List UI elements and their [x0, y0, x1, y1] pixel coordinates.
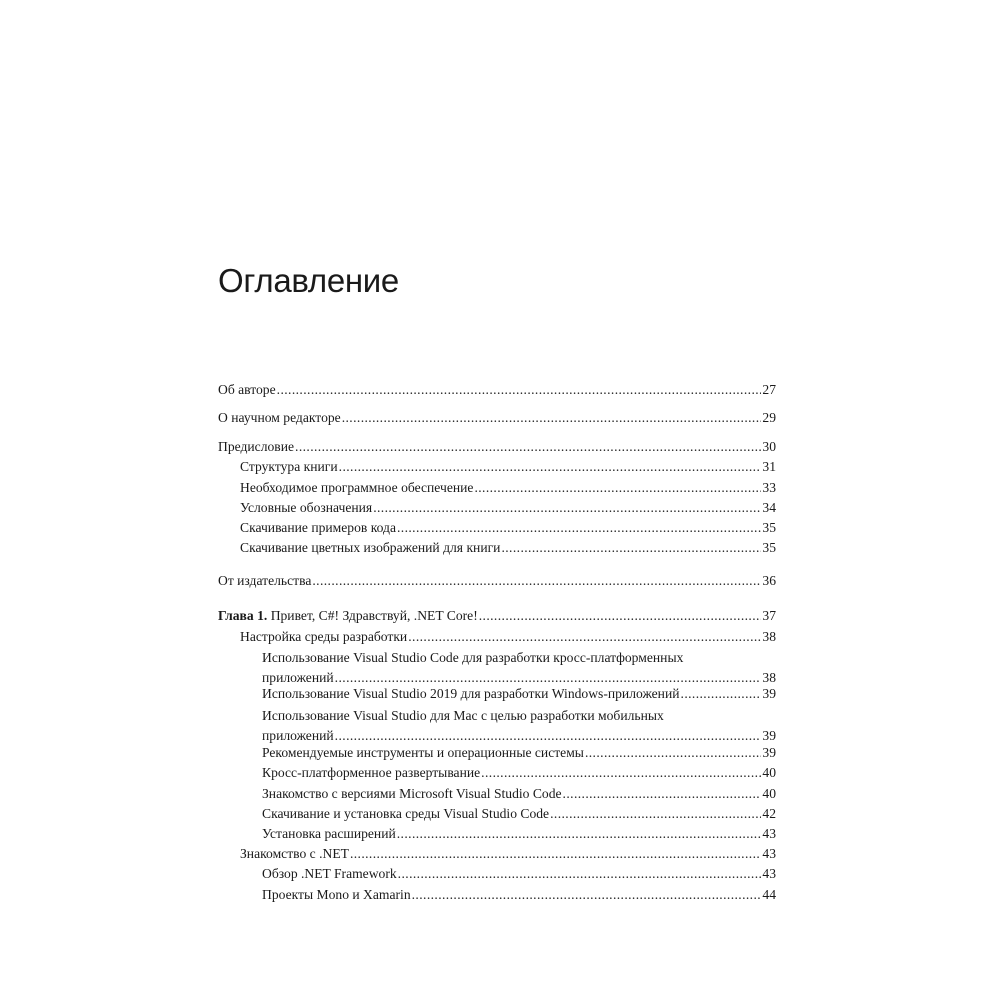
dot-leader	[398, 864, 762, 884]
dot-leader	[408, 627, 761, 647]
dot-leader	[373, 498, 761, 518]
toc-entry-label: Предисловие	[218, 439, 295, 454]
toc-entry-preface	[218, 437, 776, 457]
toc-page-number: 40	[762, 765, 776, 780]
toc-entry-chapter-1	[218, 606, 776, 626]
toc-entry-label: Скачивание и установка среды Visual Studio Code	[262, 806, 550, 821]
table-of-contents	[218, 0, 776, 1000]
toc-entry-intro-dotnet	[240, 844, 776, 864]
toc-page-number: 39	[762, 745, 776, 760]
toc-entry-from-publisher	[218, 571, 776, 591]
toc-entry-book-structure	[240, 457, 776, 477]
toc-entry-conventions	[240, 498, 776, 518]
toc-page-number: 39	[762, 728, 776, 743]
toc-entry-label: От издательства	[218, 573, 312, 588]
toc-page-number: 40	[762, 786, 776, 801]
toc-entry-download-code	[240, 518, 776, 538]
toc-entry-download-images	[240, 538, 776, 558]
toc-entry-label	[218, 606, 478, 626]
toc-entry-label: Структура книги	[240, 459, 338, 474]
dot-leader	[501, 538, 761, 558]
toc-entry-label: Кросс-платформенное развертывание	[262, 765, 481, 780]
toc-page-number: 38	[762, 629, 776, 644]
toc-page-number: 35	[762, 520, 776, 535]
toc-page-number: 38	[762, 670, 776, 685]
dot-leader	[339, 457, 762, 477]
toc-entry-install-extensions	[262, 824, 776, 844]
dot-leader	[481, 763, 761, 783]
dot-leader	[277, 380, 762, 400]
toc-entry-dotnet-framework	[262, 864, 776, 884]
toc-entry-label: Использование Visual Studio 2019 для разработки Windows-приложений	[262, 686, 680, 701]
toc-entry-label: Скачивание цветных изображений для книги	[240, 540, 501, 555]
toc-entry-vscode-cross-platform	[262, 648, 776, 688]
toc-page-number: 33	[762, 480, 776, 495]
toc-page-number: 44	[762, 887, 776, 902]
toc-entry-about-author	[218, 380, 776, 400]
toc-entry-label-line2: приложений	[262, 728, 334, 743]
dot-leader	[479, 606, 762, 626]
toc-page-number: 43	[762, 826, 776, 841]
toc-entry-label: О научном редакторе	[218, 410, 341, 425]
toc-entry-label: Скачивание примеров кода	[240, 520, 396, 535]
toc-entry-label-line1: Использование Visual Studio Code для разработки кросс-платформенных	[262, 650, 684, 665]
toc-entry-science-editor	[218, 408, 776, 428]
dot-leader	[681, 684, 762, 704]
toc-entry-dev-env-setup	[240, 627, 776, 647]
chapter-number: Глава 1.	[218, 608, 268, 623]
toc-page-number: 27	[762, 382, 776, 397]
toc-entry-label: Установка расширений	[262, 826, 396, 841]
toc-entry-cross-platform-deploy	[262, 763, 776, 783]
page-title: Оглавление	[218, 262, 399, 299]
toc-page-number: 42	[762, 806, 776, 821]
dot-leader	[585, 743, 761, 763]
dot-leader	[350, 844, 761, 864]
toc-entry-label: Необходимое программное обеспечение	[240, 480, 474, 495]
dot-leader	[342, 408, 762, 428]
toc-page-number: 39	[762, 686, 776, 701]
dot-leader	[550, 804, 761, 824]
toc-entry-label: Условные обозначения	[240, 500, 373, 515]
toc-entry-vs2019-windows	[262, 684, 776, 704]
toc-page-number: 43	[762, 866, 776, 881]
dot-leader	[474, 478, 761, 498]
toc-entry-label: Настройка среды разработки	[240, 629, 408, 644]
toc-entry-label: Знакомство с .NET	[240, 846, 349, 861]
toc-entry-label: Об авторе	[218, 382, 276, 397]
dot-leader	[295, 437, 761, 457]
toc-page-number: 31	[762, 459, 776, 474]
dot-leader	[563, 784, 762, 804]
toc-page-number: 34	[762, 500, 776, 515]
chapter-title: Привет, C#! Здравствуй, .NET Core!	[270, 608, 478, 623]
toc-entry-label-line1: Использование Visual Studio для Mac с целью разработки мобильных	[262, 708, 664, 723]
dot-leader	[312, 571, 761, 591]
toc-entry-mono-xamarin	[262, 885, 776, 905]
toc-page-number: 43	[762, 846, 776, 861]
toc-entry-label: Проекты Mono и Xamarin	[262, 887, 411, 902]
toc-page-number: 37	[762, 608, 776, 623]
dot-leader	[397, 518, 761, 538]
toc-entry-label: Обзор .NET Framework	[262, 866, 397, 881]
toc-entry-vs-mac-mobile	[262, 706, 776, 746]
dot-leader	[412, 885, 762, 905]
toc-page-number: 36	[762, 573, 776, 588]
toc-entry-required-software	[240, 478, 776, 498]
toc-entry-label: Знакомство с версиями Microsoft Visual Studio Code	[262, 786, 562, 801]
toc-entry-recommended-tools	[262, 743, 776, 763]
toc-entry-vscode-versions	[262, 784, 776, 804]
toc-page-number: 29	[762, 410, 776, 425]
dot-leader	[397, 824, 762, 844]
toc-page-number: 30	[762, 439, 776, 454]
toc-page-number: 35	[762, 540, 776, 555]
toc-entry-label: Рекомендуемые инструменты и операционные системы	[262, 745, 584, 760]
toc-entry-vscode-install	[262, 804, 776, 824]
toc-entry-label-line2: приложений	[262, 670, 334, 685]
